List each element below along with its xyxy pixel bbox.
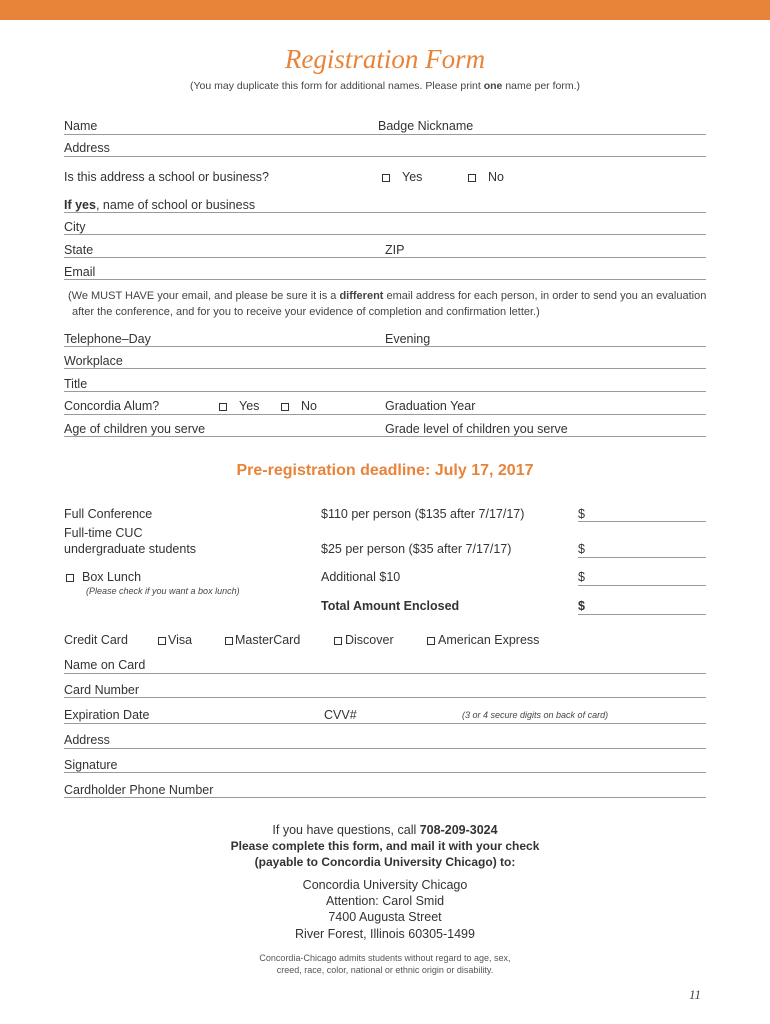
questions-line: [0, 823, 770, 837]
address-field[interactable]: [64, 156, 706, 157]
questions-text: If you have questions, call: [272, 823, 420, 837]
mail-address-2: Attention: Carol Smid: [325, 894, 445, 908]
cardholder-phone-label: Cardholder Phone Number: [64, 783, 214, 797]
dollar-sign: $: [578, 599, 585, 613]
telephone-day-label: Telephone–Day: [64, 332, 151, 346]
box-lunch-note: (Please check if you want a box lunch): [86, 586, 240, 596]
school-question: Is this address a school or business?: [64, 170, 269, 184]
city-label: City: [64, 220, 86, 234]
school-yes-option[interactable]: [382, 170, 422, 184]
discover-option[interactable]: [334, 633, 394, 647]
dollar-sign: $: [578, 507, 585, 521]
yes-label: Yes: [239, 399, 260, 413]
state-label: State: [64, 243, 94, 257]
amex-option[interactable]: [427, 633, 539, 647]
alum-no-option[interactable]: [281, 399, 317, 413]
cvv-label: CVV#: [324, 708, 357, 722]
age-children-label: Age of children you serve: [64, 422, 206, 436]
checkbox-icon[interactable]: [382, 174, 390, 182]
deadline-heading: Pre-registration deadline: July 17, 2017: [236, 462, 534, 479]
checkbox-icon[interactable]: [468, 174, 476, 182]
signature-label: Signature: [64, 758, 118, 772]
checkbox-icon[interactable]: [158, 637, 166, 645]
email-note-text: (We MUST HAVE your email, and please be sure it is a: [68, 290, 340, 302]
state-zip-field[interactable]: [64, 257, 706, 258]
top-accent-bar: [0, 0, 770, 20]
checkbox-icon[interactable]: [281, 403, 289, 411]
zip-label: ZIP: [385, 243, 405, 257]
dollar-sign: $: [578, 542, 585, 556]
evening-label: Evening: [385, 332, 431, 346]
phone-number: 708-209-3024: [419, 823, 498, 837]
amex-label: American Express: [438, 633, 540, 647]
full-conference-amount[interactable]: [578, 521, 706, 522]
disclaimer-1: Concordia-Chicago admits students without regard to age, sex,: [259, 953, 511, 963]
checkbox-icon[interactable]: [225, 637, 233, 645]
address-label: Address: [64, 141, 110, 155]
mastercard-option[interactable]: [225, 633, 300, 647]
city-field[interactable]: [64, 234, 706, 235]
form-title: Registration Form: [284, 44, 486, 74]
expiration-label: Expiration Date: [64, 708, 150, 722]
school-name-field[interactable]: [64, 212, 706, 213]
visa-label: Visa: [168, 633, 193, 647]
card-number-field[interactable]: [64, 697, 706, 698]
signature-field[interactable]: [64, 772, 706, 773]
workplace-field[interactable]: [64, 368, 706, 369]
mail-address-3: 7400 Augusta Street: [328, 910, 442, 924]
subtitle-bold: one: [483, 80, 503, 92]
cardholder-phone-field[interactable]: [64, 797, 706, 798]
subtitle-text: (You may duplicate this form for additional names. Please print: [189, 80, 484, 92]
form-subtitle: [0, 80, 770, 92]
total-label: Total Amount Enclosed: [321, 599, 460, 613]
email-field[interactable]: [64, 279, 706, 280]
expiration-cvv-field[interactable]: [64, 723, 706, 724]
graduation-year-label: Graduation Year: [385, 399, 476, 413]
no-label: No: [301, 399, 317, 413]
visa-option[interactable]: [158, 633, 192, 647]
title-field[interactable]: [64, 391, 706, 392]
card-number-label: Card Number: [64, 683, 140, 697]
school-name-label: [64, 198, 255, 212]
if-yes-text: , name of school or business: [95, 198, 256, 212]
credit-card-label: Credit Card: [64, 633, 128, 647]
checkbox-icon[interactable]: [219, 403, 227, 411]
email-label: Email: [64, 265, 96, 279]
alum-field[interactable]: [64, 414, 706, 415]
workplace-label: Workplace: [64, 354, 123, 368]
cuc-label-2: undergraduate students: [64, 542, 197, 556]
yes-label: Yes: [402, 170, 423, 184]
mail-instruction-2: (payable to Concordia University Chicago) to:: [254, 855, 516, 869]
box-lunch-price: Additional $10: [321, 570, 401, 584]
mastercard-label: MasterCard: [235, 633, 301, 647]
checkbox-icon[interactable]: [334, 637, 342, 645]
if-yes-bold: If yes: [64, 198, 96, 212]
page-number: 11: [689, 987, 702, 1002]
school-no-option[interactable]: [468, 170, 504, 184]
full-conference-price: $110 per person ($135 after 7/17/17): [321, 507, 525, 521]
children-field[interactable]: [64, 436, 706, 437]
full-conference-label: Full Conference: [64, 507, 153, 521]
cuc-price: $25 per person ($35 after 7/17/17): [321, 542, 512, 556]
alum-yes-option[interactable]: [219, 399, 259, 413]
box-lunch-label: Box Lunch: [82, 570, 142, 584]
name-on-card-label: Name on Card: [64, 658, 146, 672]
badge-nickname-label: Badge Nickname: [378, 119, 474, 133]
alum-label: Concordia Alum?: [64, 399, 160, 413]
name-field[interactable]: [64, 134, 706, 135]
name-label: Name: [64, 119, 98, 133]
total-amount[interactable]: [578, 614, 706, 615]
billing-address-label: Address: [64, 733, 110, 747]
discover-label: Discover: [345, 633, 394, 647]
name-on-card-field[interactable]: [64, 673, 706, 674]
mail-address-1: Concordia University Chicago: [302, 878, 468, 892]
no-label: No: [488, 170, 504, 184]
cuc-label-1: Full-time CUC: [64, 526, 143, 540]
billing-address-field[interactable]: [64, 748, 706, 749]
dollar-sign: $: [578, 570, 585, 584]
mail-instruction-1: Please complete this form, and mail it with your check: [230, 839, 540, 853]
title-label: Title: [64, 377, 88, 391]
telephone-field[interactable]: [64, 346, 706, 347]
email-note-text-end: email address for each person, in order to send you an evaluation after the conference, and for you to receive your evidence of completion and confirmation letter.): [72, 290, 707, 318]
cuc-amount[interactable]: [578, 557, 706, 558]
subtitle-text-end: name per form.): [502, 80, 581, 92]
disclaimer-2: creed, race, color, national or ethnic origin or disability.: [276, 965, 494, 975]
email-note: [64, 288, 722, 320]
checkbox-icon[interactable]: [427, 637, 435, 645]
box-lunch-option[interactable]: [66, 570, 141, 584]
grade-level-label: Grade level of children you serve: [385, 422, 568, 436]
checkbox-icon[interactable]: [66, 574, 74, 582]
box-lunch-amount[interactable]: [578, 585, 706, 586]
cvv-note: (3 or 4 secure digits on back of card): [462, 710, 609, 720]
email-note-bold: different: [339, 290, 384, 302]
mail-address-4: River Forest, Illinois 60305-1499: [295, 927, 475, 941]
